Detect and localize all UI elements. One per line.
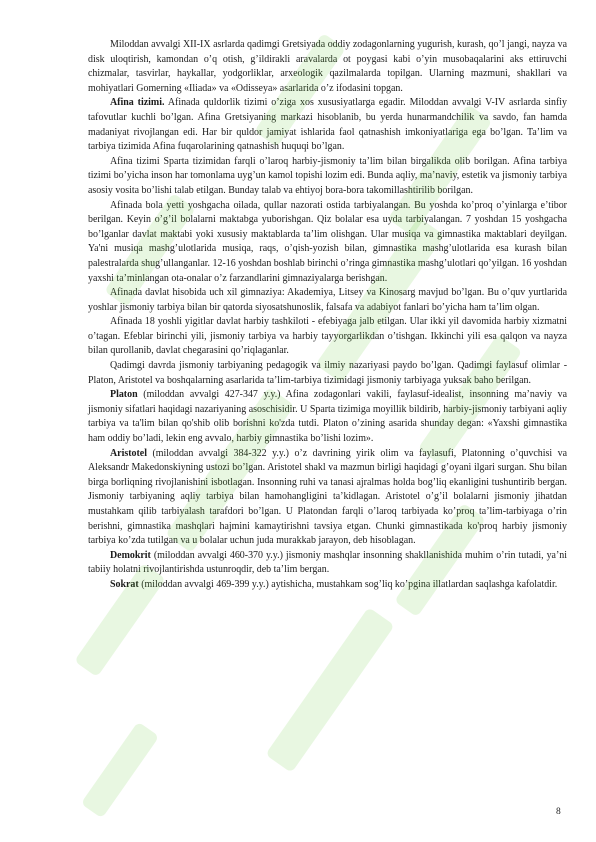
- paragraph-platon: Platon (miloddan avvalgi 427-347 y.y.) Afina zodagonlari vakili, faylasuf-idealist, insonning ma’naviy va jismoniy sifatlari haqidagi nazariyaning asoschisidir. U Sparta tizimiga moyillik bildirib, harbiy-jismoniy tarbiyani aqliy tarbiya va ta'lim bilan qo'shib olib borishni ko'zda tutdi. Platon o’zining asarida shunday degan: «Yaxshi gimnastika ham oddiy bo’ladi, lekin eng avvalo, harbiy gimnastika bo’lishi lozim».: [88, 389, 567, 445]
- paragraph-demokrit: Demokrit (miloddan avvalgi 460-370 y.y.) jismoniy mashqlar insonning shakllanishida muhim o’rin tutadi, ya’ni tabiiy holatni rivojlantirishda ustunroqdir, deb ta’lim bergan.: [88, 549, 567, 576]
- paragraph-sokrat: Sokrat (miloddan avvalgi 469-399 y.y.) aytishicha, mustahkam sog’liq ko’pgina illatlardan saqlashga kafolatdir.: [110, 578, 558, 590]
- paragraph-6: Afinada 18 yoshli yigitlar davlat harbiy tashkiloti - efebiyaga jalb etilgan. Ular ikki yil davomida harbiy xizmatni o’tagan. Efeblar birinchi yili, jismoniy tarbiya va harbiy tayyorgarlikdan o’tishgan. Ikkinchi yili esa qalqon va nayza bilan qurollanib, davlat chegarasini qo’riqlaganlar.: [88, 316, 567, 357]
- paragraph-3: Afina tizimi Sparta tizimidan farqli o’laroq harbiy-jismoniy ta’lim bilan birgalikda olib borilgan. Afina tarbiya tizimi bo’yicha inson har tomonlama uyg’un kamol topishi lozim edi. Bunda aqliy, ma’naviy, estetik va jismoniy tarbiya asosiy vosita bo’lishi talab etilgan. Bunday talab va ehtiyoj bora-bora takomillashtirilib borilgan.: [88, 155, 567, 196]
- term-platon: Platon: [110, 389, 138, 401]
- paragraph-1: Miloddan avvalgi XII-IX asrlarda qadimgi Gretsiyada oddiy zodagonlarning yugurish, kurash, qo’l jangi, nayza va disk uloqtirish, kamondan o’q otish, g’ildirakli aravalarda ot poygasi kabi o’yin musobaqalarini aks ettiruvchi chizmalar, tasvirlar, haykallar, yodgorliklar, arxeologik qazilmalarda topilgan. Ularning mazmuni, shakllari va mohiyatlari Gomerning «Iliada» va «Odisseya» asarlarida o’z ifodasini topgan.: [88, 39, 567, 94]
- paragraph-5: Afinada davlat hisobida uch xil gimnaziya: Akademiya, Litsey va Kinosarg mavjud bo’lgan. Bu o’quv yurtlarida yoshlar jismoniy tarbiya bilan bir qatorda siyosatshunoslik, falsafa va adabiyot fanlari bo’yicha ham ta’lim olgan.: [88, 287, 567, 313]
- term-afina-tizimi: Afina tizimi.: [110, 97, 165, 109]
- document-page: [88, 38, 567, 593]
- term-demokrit: Demokrit: [110, 549, 151, 561]
- paragraph-7: Qadimgi davrda jismoniy tarbiyaning pedagogik va ilmiy nazariyasi paydo bo’lgan. Qadimgi faylasuf olimlar - Platon, Aristotel va boshqalarning asarlarida ta’lim-tarbiya tizimidagi jismoniy tarbiyaga yuksak baho berilgan.: [88, 360, 567, 386]
- paragraph-4: Afinada bola yetti yoshgacha oilada, qullar nazorati ostida tarbiyalangan. Bu yoshda ko’proq o’yinlarga e’tibor berilgan. Keyin o’g’il bolalarni maktabga yuborishgan. Qiz bolalar esa uyda tarbiyalangan. 7 yoshdan 15 yoshgacha bo’lganlar davlat maktabi yoki xususiy maktablarda ta’lim olishgan. Ular musiqa va gimnastika maktablari deyilgan. Ya'ni musiqa mashg’ulotlarida musiqa, raqs, o’qish-yozish bilan, gimnastika mashg’ulotlarida esa kurash bilan palestralarda shug’ullanganlar. 12-16 yoshdan boshlab birinchi o’ringa gimnastika mashg’ulotlari qo’yilgan. 16 yoshdan yaxshi ta’minlangan ota-onalar o’z farzandlarini gimnaziyalarga berishgan.: [88, 199, 567, 284]
- paragraph-afina-tizimi: Afina tizimi. Afinada quldorlik tizimi o’ziga xos xususiyatlarga egadir. Miloddan avvalgi V-IV asrlarda sinfiy tafovutlar kuchli bo’lgan. Afina Gretsiyaning markazi hisoblanib, bu yerda hunarmandchilik va savdo, fan hamda madaniyat rivojlangan edi. Har bir quldor jamiyat ishlarida faol qatnashish imkoniyatlariga ega bo’lgan. Ta’lim va tarbiya tizimida Afina fuqarolarining qatnashish huquqi bo’lgan.: [88, 97, 568, 153]
- term-sokrat: Sokrat: [110, 578, 139, 590]
- page-number: 8: [556, 807, 561, 817]
- term-aristotel: Aristotel: [110, 447, 147, 459]
- paragraph-aristotel: Aristotel (miloddan avvalgi 384-322 y.y.) o’z davrining yirik olim va faylasufi, Platonning o’quvchisi va Aleksandr Makedonskiyning ustozi bo’lgan. Aristotel shakl va mazmun birligi haqidagi g’oyani ilgari surgan. Shu bilan birga borliqning rivojlanishini isbotlagan. Insonning ruhi va tanasi ajralmas holda bog’liq ekanligini tushuntirib bergan. Jismoniy tarbiyaning aqliy tarbiya bilan hamohangligini ta’kidlagan. Aristotel o’g’il bolalarni jismoniy jihatdan mustahkam qilib tarbiyalash tarafdori bo’lgan. U Platondan farqli o’laroq tarbiyada ko’proq ta’lim-tarbiyaga o’rin berishni, gimnastika mashqlari hajmini kamaytirishni tavsiya etgan. Chunki gimnastikada ko'proq harbiy jismoniy tarbiya ko’zda tutilgan va u bolalar uchun juda murakkab jarayon, deb hisoblagan.: [88, 447, 567, 547]
